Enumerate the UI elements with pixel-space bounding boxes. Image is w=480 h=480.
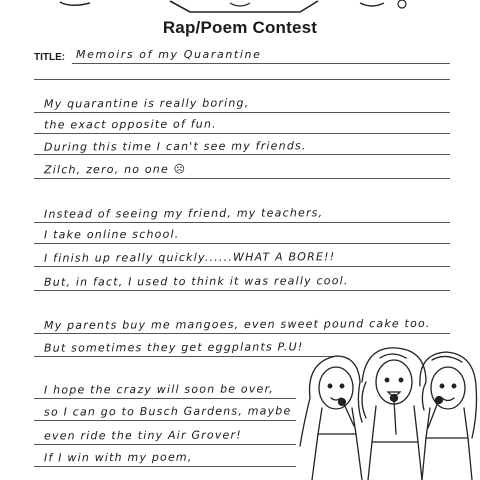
poem-line: If I win with my poem, xyxy=(43,450,193,465)
poem-title-value: Memoirs of my Quarantine xyxy=(76,48,262,61)
ruled-line xyxy=(34,420,296,421)
ruled-line xyxy=(34,466,296,467)
poem-line: But, in fact, I used to think it was really cool. xyxy=(43,274,349,289)
poem-line: During this time I can't see my friends. xyxy=(43,139,307,154)
ruled-line xyxy=(34,356,334,357)
ruled-line xyxy=(34,444,296,445)
poem-line: the exact opposite of fun. xyxy=(43,117,217,132)
poem-line: But sometimes they get eggplants P.U! xyxy=(43,340,304,355)
ruled-line xyxy=(72,63,450,64)
ruled-line xyxy=(34,398,296,399)
ruled-line xyxy=(34,290,450,291)
poem-line: so I can go to Busch Gardens, maybe xyxy=(43,404,292,419)
ruled-line xyxy=(34,333,450,334)
ruled-line xyxy=(34,243,450,244)
poem-line: Instead of seeing my friend, my teachers, xyxy=(43,206,324,221)
title-label: TITLE: xyxy=(34,52,66,63)
ruled-line xyxy=(34,133,450,134)
ruled-line xyxy=(34,154,450,155)
singers-illustration xyxy=(296,342,480,480)
poem-line: I finish up really quickly......WHAT A BORE!! xyxy=(43,250,336,265)
poem-line: even ride the tiny Air Grover! xyxy=(43,428,242,443)
ruled-line xyxy=(34,266,450,267)
page-title: Rap/Poem Contest xyxy=(162,18,318,37)
header-decoration xyxy=(0,0,480,16)
poem-line: I take online school. xyxy=(43,227,180,242)
ruled-line xyxy=(34,178,450,179)
poem-line: My quarantine is really boring, xyxy=(43,96,250,111)
ruled-line xyxy=(34,79,450,80)
poem-line: My parents buy me mangoes, even sweet pound cake too. xyxy=(43,316,431,333)
poem-line: Zilch, zero, no one ☹ xyxy=(43,162,187,177)
ruled-line xyxy=(34,222,450,223)
poem-line: I hope the crazy will soon be over, xyxy=(43,382,274,397)
ruled-line xyxy=(34,112,450,113)
